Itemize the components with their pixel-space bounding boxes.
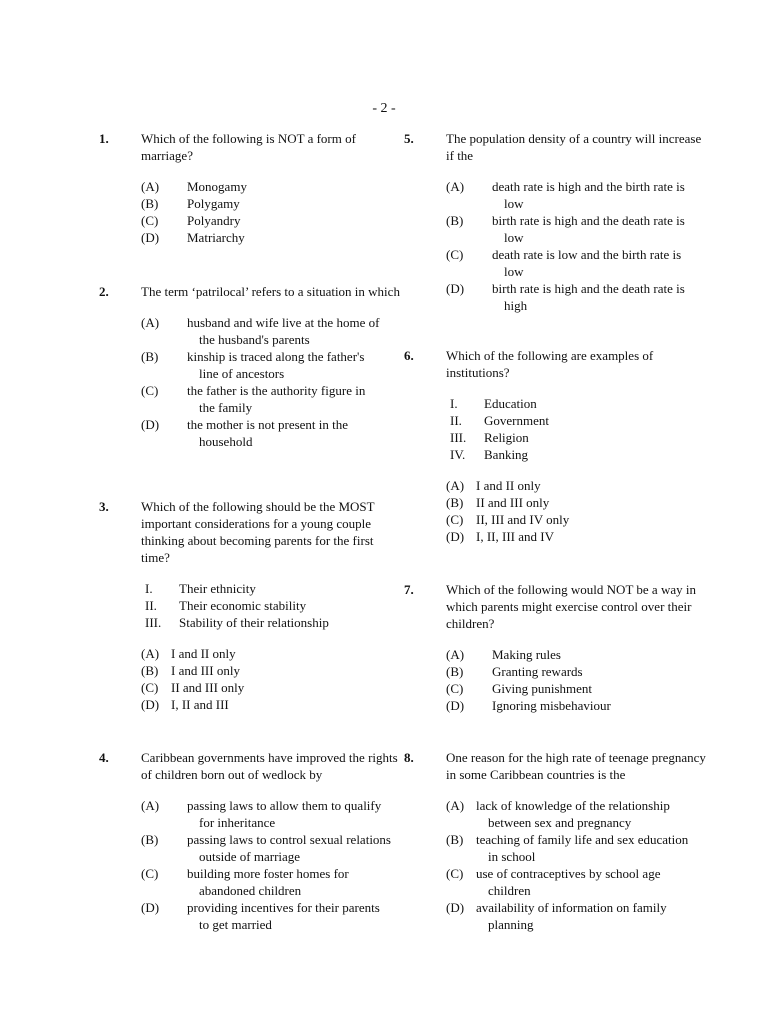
option-b[interactable]: (B) kinship is traced along the father's line of ancestors bbox=[141, 349, 365, 381]
option-d[interactable]: (D) providing incentives for their parents to get married bbox=[141, 900, 380, 932]
question-number: 8. bbox=[404, 750, 414, 765]
option-c[interactable]: (C) building more foster homes for abandoned children bbox=[141, 866, 349, 898]
page-number: - 2 - bbox=[372, 101, 396, 116]
option-c[interactable]: (C) the father is the authority figure in the family bbox=[141, 383, 366, 415]
question-number: 7. bbox=[404, 582, 414, 597]
question-number: 2. bbox=[99, 284, 109, 299]
option-d[interactable]: (D) I, II, III and IV bbox=[446, 529, 554, 544]
statement-iii: III. Religion bbox=[450, 430, 529, 445]
question-text: Which of the following would NOT be a way in which parents might exercise control over their children? bbox=[446, 582, 696, 631]
question-number: 5. bbox=[404, 131, 414, 146]
question-1 bbox=[99, 130, 401, 246]
option-c[interactable]: (C) death rate is low and the birth rate is low bbox=[446, 247, 682, 279]
question-5 bbox=[404, 130, 706, 314]
question-text: Which of the following is NOT a form of marriage? bbox=[141, 131, 356, 163]
option-d[interactable]: (D) I, II and III bbox=[141, 697, 229, 712]
option-d[interactable]: (D) Ignoring misbehaviour bbox=[446, 698, 611, 713]
option-a[interactable]: (A) death rate is high and the birth rate is low bbox=[446, 179, 685, 211]
statement-iv: IV. Banking bbox=[450, 447, 529, 462]
question-text: Which of the following should be the MOST important considerations for a young couple thinking about becoming parents for the first time? bbox=[141, 499, 375, 565]
option-a[interactable]: (A) passing laws to allow them to qualify for inheritance bbox=[141, 798, 382, 830]
question-2 bbox=[99, 283, 401, 450]
option-d[interactable]: (D) birth rate is high and the death rate is high bbox=[446, 281, 685, 313]
question-4 bbox=[99, 749, 401, 933]
option-c[interactable]: (C) II and III only bbox=[141, 680, 245, 695]
option-b[interactable]: (B) I and III only bbox=[141, 663, 240, 678]
option-a[interactable]: (A) lack of knowledge of the relationship between sex and pregnancy bbox=[446, 798, 670, 830]
question-6 bbox=[404, 347, 706, 545]
question-text: One reason for the high rate of teenage pregnancy in some Caribbean countries is the bbox=[446, 750, 706, 782]
question-text: The population density of a country will increase if the bbox=[446, 131, 702, 163]
option-b[interactable]: (B) Polygamy bbox=[141, 196, 240, 211]
option-d[interactable]: (D) the mother is not present in the household bbox=[141, 417, 349, 449]
option-b[interactable]: (B) birth rate is high and the death rate is low bbox=[446, 213, 685, 245]
option-d[interactable]: (D) availability of information on family planning bbox=[446, 900, 667, 932]
option-c[interactable]: (C) II, III and IV only bbox=[446, 512, 570, 527]
question-text: The term ‘patrilocal’ refers to a situation in which bbox=[141, 284, 400, 299]
option-a[interactable]: (A) I and II only bbox=[141, 646, 236, 661]
option-b[interactable]: (B) passing laws to control sexual relations outside of marriage bbox=[141, 832, 391, 864]
option-c[interactable]: (C) Giving punishment bbox=[446, 681, 593, 696]
question-number: 4. bbox=[99, 750, 109, 765]
question-3 bbox=[99, 498, 401, 713]
statement-ii: II. Government bbox=[450, 413, 549, 428]
question-text: Caribbean governments have improved the rights of children born out of wedlock by bbox=[141, 750, 398, 782]
question-text: Which of the following are examples of institutions? bbox=[446, 348, 654, 380]
question-number: 1. bbox=[99, 131, 109, 146]
question-number: 6. bbox=[404, 348, 414, 363]
option-d[interactable]: (D) Matriarchy bbox=[141, 230, 245, 245]
option-a[interactable]: (A) Monogamy bbox=[141, 179, 247, 194]
statement-ii: II. Their economic stability bbox=[145, 598, 307, 613]
option-b[interactable]: (B) teaching of family life and sex education in school bbox=[446, 832, 689, 864]
statement-i: I. Their ethnicity bbox=[145, 581, 256, 596]
question-7 bbox=[404, 581, 706, 714]
option-c[interactable]: (C) Polyandry bbox=[141, 213, 241, 228]
option-a[interactable]: (A) I and II only bbox=[446, 478, 541, 493]
option-a[interactable]: (A) husband and wife live at the home of the husband's parents bbox=[141, 315, 380, 347]
option-b[interactable]: (B) II and III only bbox=[446, 495, 550, 510]
question-8 bbox=[404, 749, 706, 933]
option-b[interactable]: (B) Granting rewards bbox=[446, 664, 583, 679]
statement-i: I. Education bbox=[450, 396, 537, 411]
option-a[interactable]: (A) Making rules bbox=[446, 647, 561, 662]
statement-iii: III. Stability of their relationship bbox=[145, 615, 329, 630]
question-number: 3. bbox=[99, 499, 109, 514]
option-c[interactable]: (C) use of contraceptives by school age children bbox=[446, 866, 661, 898]
